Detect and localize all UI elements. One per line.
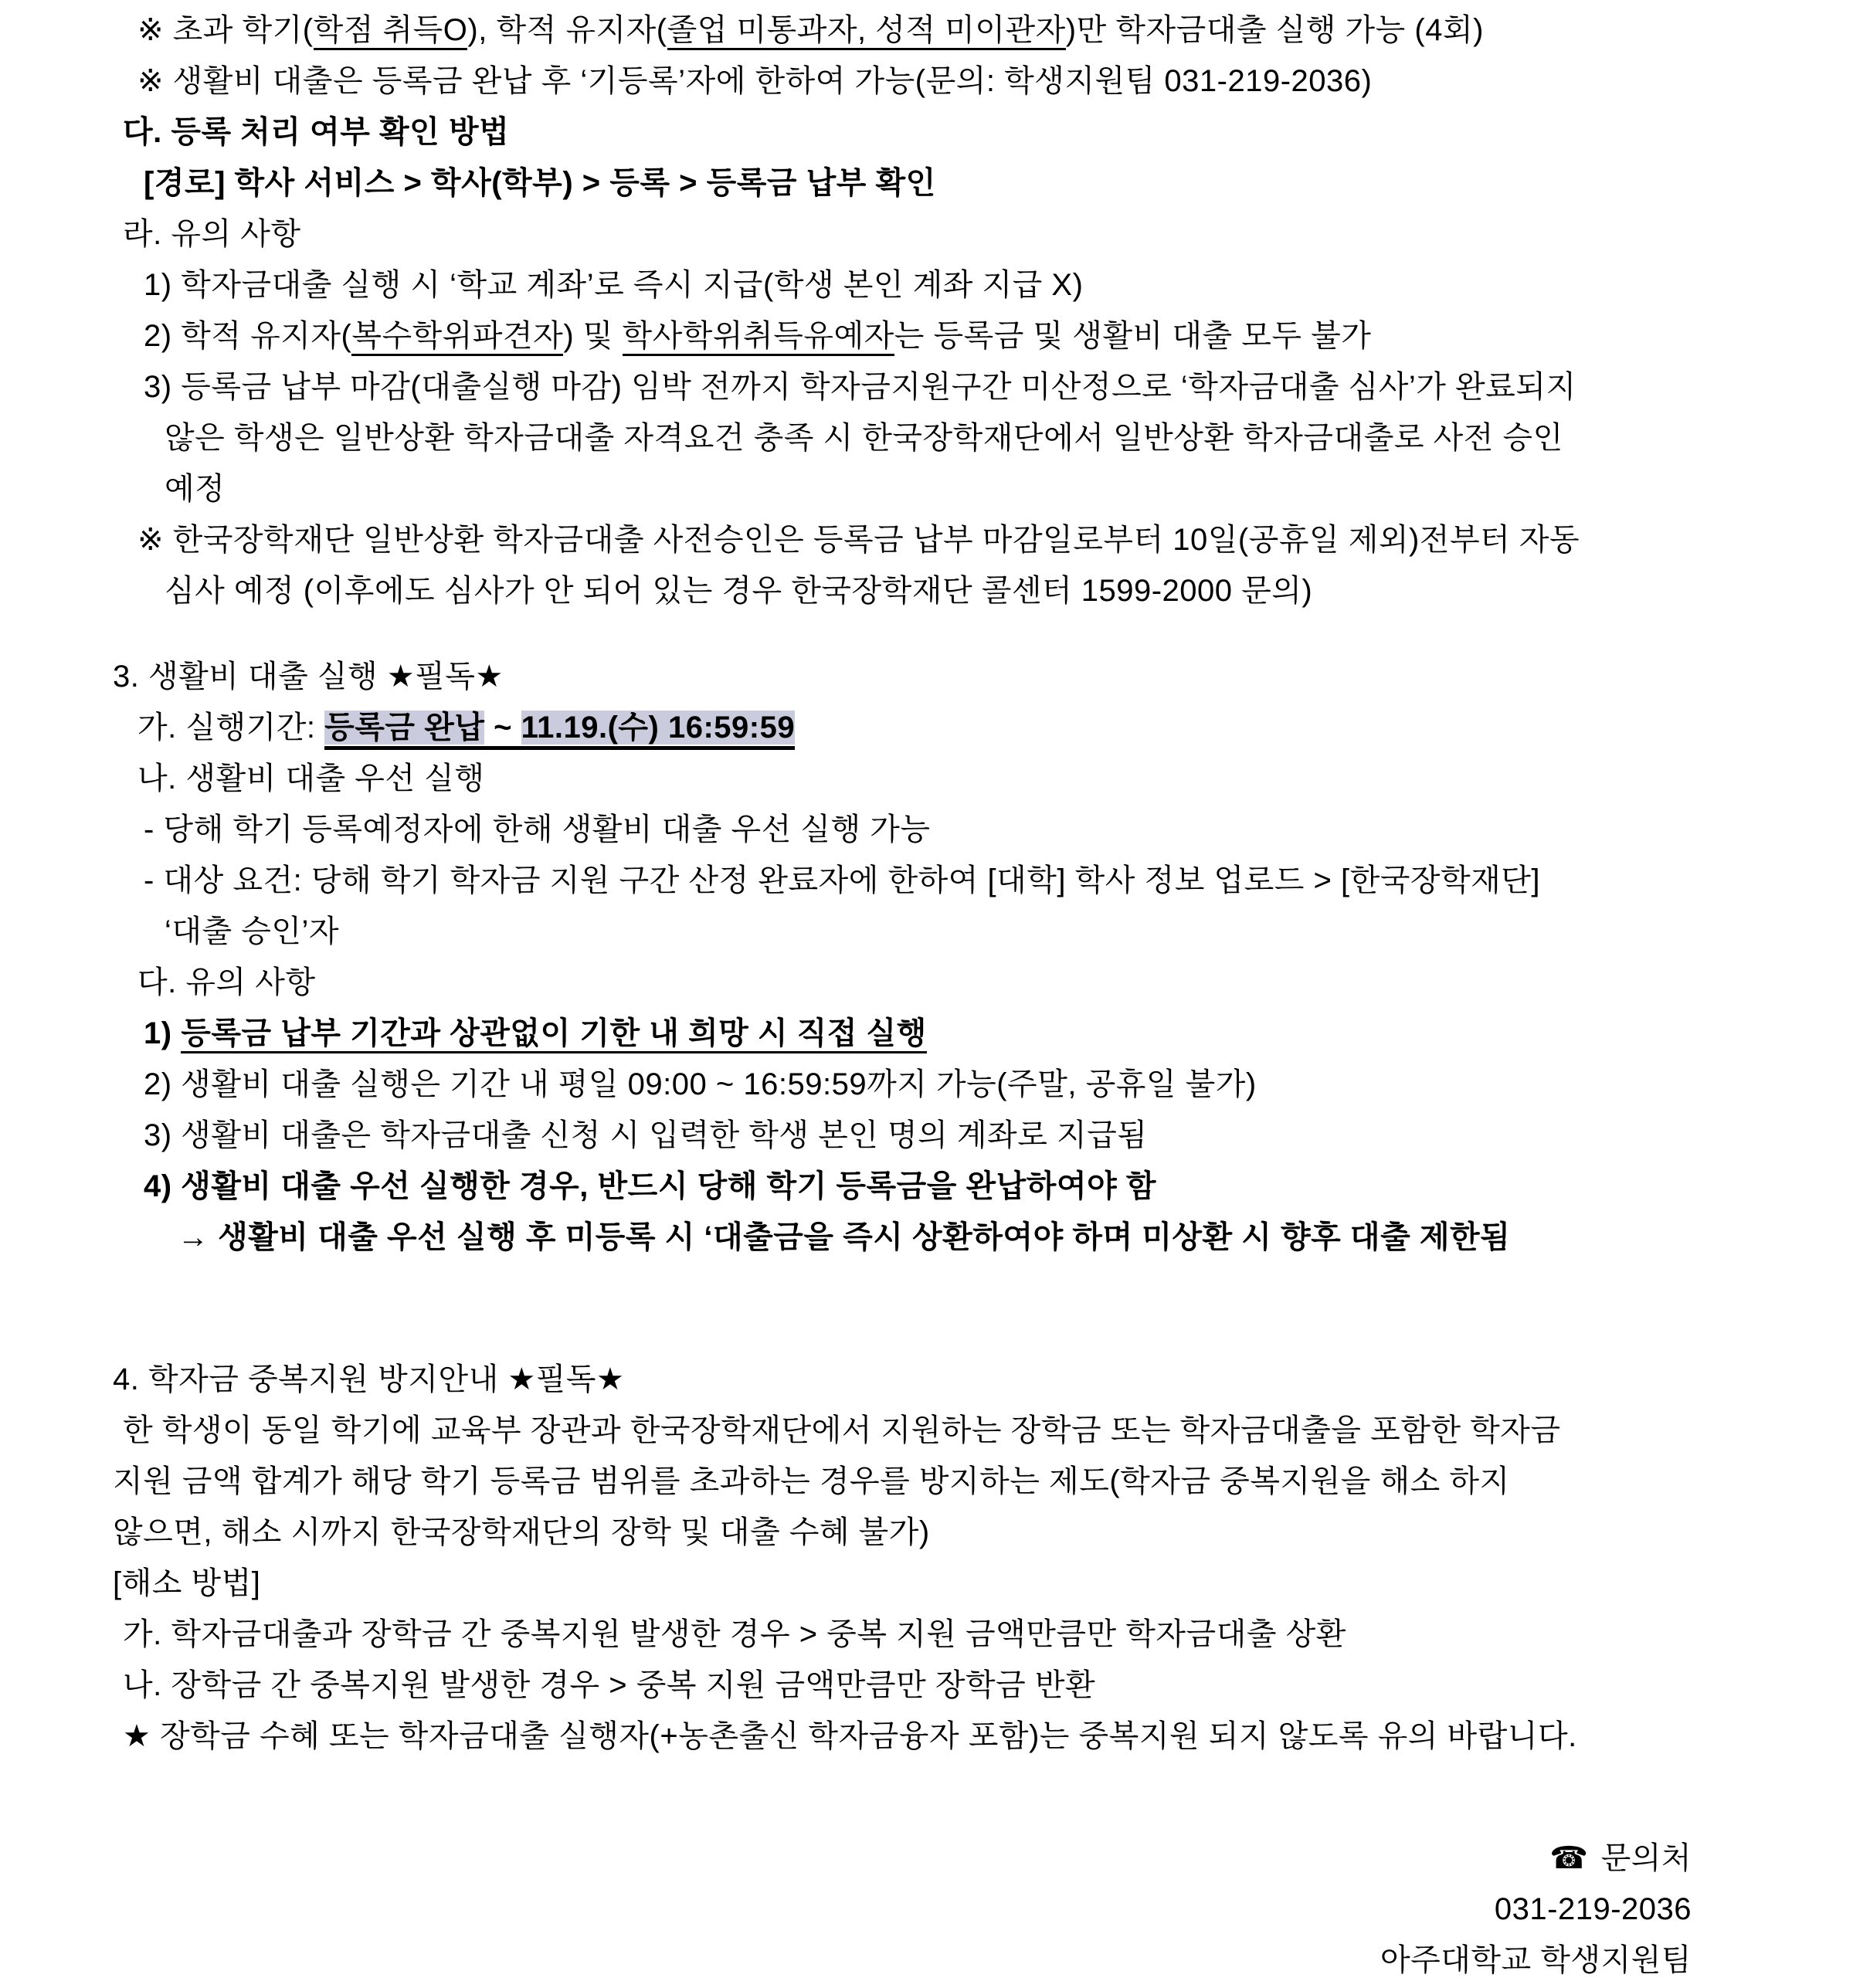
living-caution-item-3: 3) 생활비 대출은 학자금대출 신청 시 입력한 학생 본인 명의 계좌로 지급됨 xyxy=(144,1118,1148,1152)
duplicate-support-section-title: 4. 학자금 중복지원 방지안내 ★필독★ xyxy=(113,1362,625,1396)
registration-caution-item-3-line3: 예정 xyxy=(165,472,226,506)
living-caution-item-4: 4) 생활비 대출 우선 실행한 경우, 반드시 당해 학기 등록금을 완납하여야 함 xyxy=(144,1169,1156,1203)
telephone-icon: ☎ xyxy=(1549,1841,1589,1875)
section-spacer xyxy=(0,616,1853,651)
living-caution-item-1 xyxy=(0,1008,1853,1059)
living-priority-title: 나. 생활비 대출 우선 실행 xyxy=(137,762,485,796)
registration-check-title: 다. 등록 처리 여부 확인 방법 xyxy=(123,115,510,149)
duplicate-support-star-note: ★ 장학금 수혜 또는 학자금대출 실행자(+농촌출신 학자금융자 포함)는 중복지원 되지 않도록 유의 바랍니다. xyxy=(123,1719,1577,1753)
registration-caution-item-3-line1: 3) 등록금 납부 마감(대출실행 마감) 임박 전까지 학자금지원구간 미산정으로 ‘학자금대출 심사’가 완료되지 xyxy=(144,370,1576,404)
note-excess-semester xyxy=(0,5,1853,56)
period-start: 등록금 완납 xyxy=(324,711,485,745)
underlined-status-text: 졸업 미통과자, 성적 미이관자 xyxy=(667,13,1066,50)
resolve-method-item-2: 나. 장학금 간 중복지원 발생한 경우 > 중복 지원 금액만큼만 장학금 반환 xyxy=(123,1668,1096,1702)
resolve-method-item-1: 가. 학자금대출과 장학금 간 중복지원 발생한 경우 > 중복 지원 금액만큼만 학자금대출 상환 xyxy=(123,1617,1346,1651)
footer-organization: 아주대학교 학생지원팀 xyxy=(1380,1943,1692,1977)
item-number: 1) xyxy=(144,1016,182,1050)
living-caution-item-2: 2) 생활비 대출 실행은 기간 내 평일 09:00 ~ 16:59:59까지 가능(주말, 공휴일 불가) xyxy=(144,1067,1257,1101)
text-segment: ) 및 xyxy=(563,319,623,353)
section-spacer xyxy=(0,1263,1853,1354)
note-auto-review-line1: ※ 한국장학재단 일반상환 학자금대출 사전승인은 등록금 납부 마감일로부터 10일(공휴일 제외)전부터 자동 xyxy=(137,523,1580,557)
text-segment: 2) 학적 유지자( xyxy=(144,319,352,353)
underlined-dual-degree-text: 복수학위파견자 xyxy=(351,319,563,356)
living-priority-item-2-line1: - 대상 요건: 당해 학기 학자금 지원 구간 산정 완료자에 한하여 [대학] 학사 정보 업로드 > [한국장학재단] xyxy=(144,863,1541,897)
footer-contact-line xyxy=(0,1833,1853,1884)
registration-caution-title: 라. 유의 사항 xyxy=(123,217,301,251)
period-label: 가. 실행기간: xyxy=(137,711,325,745)
underlined-deferment-text: 학사학위취득유예자 xyxy=(623,319,894,356)
underlined-direct-execution-text: 등록금 납부 기간과 상관없이 기한 내 희망 시 직접 실행 xyxy=(181,1016,927,1053)
duplicate-support-desc-line3: 않으면, 해소 시까지 한국장학재단의 장학 및 대출 수혜 불가) xyxy=(113,1515,930,1549)
period-end: 11.19.(수) 16:59:59 xyxy=(521,711,796,745)
living-priority-item-1: - 당해 학기 등록예정자에 한해 생활비 대출 우선 실행 가능 xyxy=(144,813,931,846)
text-segment: 는 등록금 및 생활비 대출 모두 불가 xyxy=(894,319,1372,353)
section-spacer xyxy=(0,1762,1853,1833)
living-loan-section-title: 3. 생활비 대출 실행 ★필독★ xyxy=(113,660,504,694)
living-caution-title: 다. 유의 사항 xyxy=(137,965,316,999)
duplicate-support-desc-line1: 한 학생이 동일 학기에 교육부 장관과 한국장학재단에서 지원하는 장학금 또는 학자금대출을 포함한 학자금 xyxy=(123,1413,1561,1447)
period-tilde: ~ xyxy=(484,711,521,745)
footer-phone-number: 031-219-2036 xyxy=(1494,1892,1692,1926)
note-living-loan: ※ 생활비 대출은 등록금 완납 후 ‘기등록’자에 한하여 가능(문의: 학생지원팀 031-219-2036) xyxy=(137,64,1373,98)
period-highlighted-value xyxy=(324,711,795,750)
duplicate-support-desc-line2: 지원 금액 합계가 해당 학기 등록금 범위를 초과하는 경우를 방지하는 제도(학자금 중복지원을 해소 하지 xyxy=(113,1464,1510,1498)
text-segment: ), 학적 유지자( xyxy=(467,13,667,47)
underlined-credit-text: 학점 취득O xyxy=(314,13,468,50)
registration-caution-item-1: 1) 학자금대출 실행 시 ‘학교 계좌’로 즉시 지급(학생 본인 계좌 지급 X) xyxy=(144,268,1084,302)
registration-caution-item-2 xyxy=(0,310,1853,361)
registration-caution-item-3-line2: 않은 학생은 일반상환 학자금대출 자격요건 충족 시 한국장학재단에서 일반상환 학자금대출로 사전 승인 xyxy=(165,421,1563,455)
contact-label: 문의처 xyxy=(1600,1841,1692,1875)
registration-check-path: [경로] 학사 서비스 > 학사(학부) > 등록 > 등록금 납부 확인 xyxy=(144,166,936,200)
resolve-method-title: [해소 방법] xyxy=(113,1566,261,1600)
text-segment: ※ 초과 학기( xyxy=(137,13,314,47)
living-priority-item-2-line2: ‘대출 승인’자 xyxy=(165,914,340,948)
note-auto-review-line2: 심사 예정 (이후에도 심사가 안 되어 있는 경우 한국장학재단 콜센터 1599-2000 문의) xyxy=(165,574,1313,608)
living-caution-item-4-arrow: → 생활비 대출 우선 실행 후 미등록 시 ‘대출금을 즉시 상환하여야 하며 미상환 시 향후 대출 제한됨 xyxy=(178,1220,1511,1254)
text-segment: )만 학자금대출 실행 가능 (4회) xyxy=(1065,13,1484,47)
living-loan-period-line xyxy=(0,702,1853,753)
